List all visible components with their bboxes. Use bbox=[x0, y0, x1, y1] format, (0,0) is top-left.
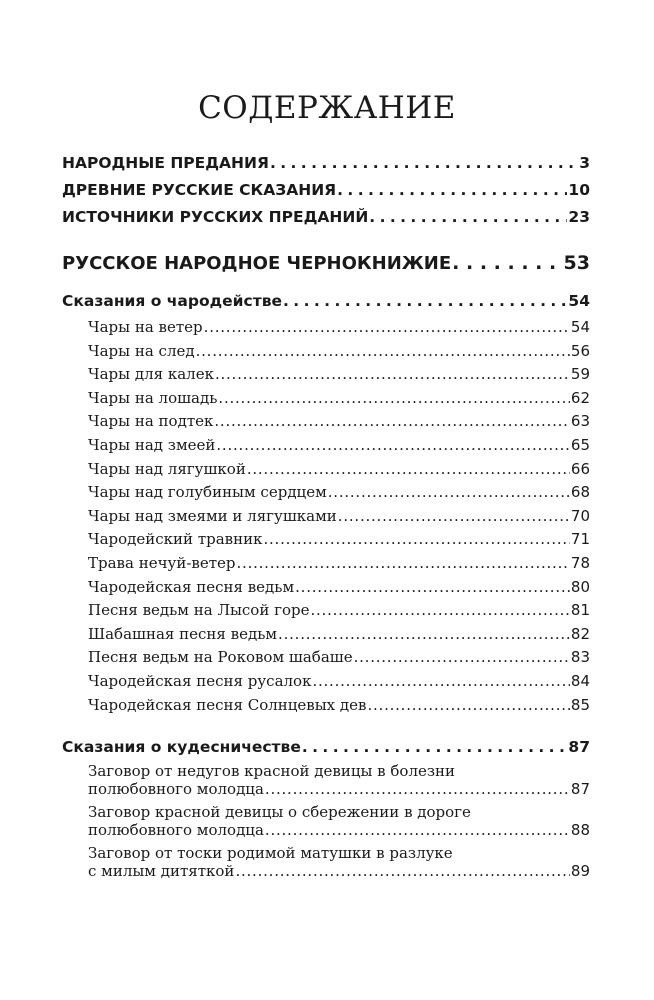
dot-leader bbox=[354, 648, 570, 666]
dot-leader bbox=[310, 601, 569, 619]
toc-subentry-page: 84 bbox=[570, 672, 590, 690]
toc-subentry[interactable] bbox=[88, 342, 590, 360]
dot-leader bbox=[237, 554, 570, 572]
toc-subentry[interactable] bbox=[88, 803, 590, 839]
dot-leader bbox=[312, 672, 569, 690]
toc-entry-page: 10 bbox=[568, 181, 590, 199]
toc-section-title: Сказания о чародействе bbox=[62, 292, 283, 310]
toc-section-entry[interactable] bbox=[62, 292, 590, 310]
toc-subentry-page: 54 bbox=[570, 318, 590, 336]
toc-subentry-title: Чары на след bbox=[88, 341, 195, 360]
toc-subentry-page: 68 bbox=[570, 483, 590, 502]
toc-subentry-title: Песня ведьм на Лысой горе bbox=[88, 601, 310, 620]
toc-subentry-title: Чародейская песня Солнцевых дев bbox=[88, 695, 367, 714]
toc-subentry-title: Чары на ветер bbox=[88, 318, 203, 336]
dot-leader bbox=[214, 412, 570, 430]
toc-subentry-title: Чары на подтек bbox=[88, 412, 214, 431]
toc-subentry[interactable] bbox=[88, 318, 590, 336]
toc-subentry-page: 56 bbox=[570, 341, 590, 360]
dot-leader bbox=[452, 252, 562, 274]
page-title: СОДЕРЖАНИЕ bbox=[198, 90, 456, 126]
toc-subentry-title: Чары над голубиным сердцем bbox=[88, 483, 327, 502]
toc-part-title: РУССКОЕ НАРОДНОЕ ЧЕРНОКНИЖИЕ bbox=[62, 253, 452, 274]
dot-leader bbox=[216, 436, 570, 454]
dot-leader bbox=[367, 696, 569, 714]
toc-subentry-title: Песня ведьм на Роковом шабаше bbox=[88, 648, 353, 667]
toc-subentry[interactable] bbox=[88, 483, 590, 501]
toc-part-entry[interactable] bbox=[62, 252, 590, 274]
toc-subentry-title: Чары для калек bbox=[88, 365, 214, 384]
toc-subentry[interactable] bbox=[88, 530, 590, 548]
dot-leader bbox=[265, 780, 570, 798]
dot-leader bbox=[265, 821, 570, 839]
toc-subentry-page: 81 bbox=[570, 601, 590, 620]
toc-subentry[interactable] bbox=[88, 365, 590, 383]
dot-leader bbox=[337, 181, 567, 199]
toc-subentry[interactable] bbox=[88, 762, 590, 798]
toc-subentry[interactable] bbox=[88, 601, 590, 619]
toc-subentry-page: 83 bbox=[570, 648, 590, 667]
toc-subentry[interactable] bbox=[88, 578, 590, 596]
dot-leader bbox=[302, 738, 568, 756]
dot-leader bbox=[215, 365, 570, 383]
toc-entry-title: НАРОДНЫЕ ПРЕДАНИЯ bbox=[62, 154, 269, 172]
toc-subentry[interactable] bbox=[88, 412, 590, 430]
toc-subentry-title: Чародейская песня русалок bbox=[88, 672, 312, 690]
toc-entry-title: ИСТОЧНИКИ РУССКИХ ПРЕДАНИЙ bbox=[62, 208, 369, 226]
toc-subentry-page: 66 bbox=[570, 459, 590, 478]
toc-subentry-title: Чары над лягушкой bbox=[88, 459, 246, 478]
toc-subentry[interactable] bbox=[88, 672, 590, 690]
toc-subentry-page: 87 bbox=[570, 780, 590, 798]
toc-subentry-title-line1: Заговор красной девицы о сбережении в дороге bbox=[88, 803, 471, 821]
toc-subentry-title-line1: Заговор от тоски родимой матушки в разлуке bbox=[88, 844, 453, 862]
toc-subentry-title-line2: с милым дитяткой bbox=[88, 862, 235, 880]
toc-subentry-page: 89 bbox=[570, 862, 590, 880]
toc-entry-page: 3 bbox=[579, 154, 590, 172]
dot-leader bbox=[369, 208, 567, 226]
toc-subentry-page: 71 bbox=[570, 530, 590, 549]
dot-leader bbox=[263, 530, 569, 548]
toc-subentry-title-line2: полюбовного молодца bbox=[88, 780, 264, 798]
toc-subentry-page: 63 bbox=[570, 412, 590, 431]
toc-subentry-page: 62 bbox=[570, 388, 590, 407]
toc-subentry-title: Чары над змеей bbox=[88, 436, 216, 454]
toc-subentry[interactable] bbox=[88, 507, 590, 525]
toc-entry[interactable] bbox=[62, 181, 590, 199]
toc-entry[interactable] bbox=[62, 154, 590, 172]
toc-subentry-page: 85 bbox=[570, 695, 590, 714]
dot-leader bbox=[270, 154, 578, 172]
toc-entry-page: 23 bbox=[568, 208, 590, 226]
toc-entry-title: ДРЕВНИЕ РУССКИЕ СКАЗАНИЯ bbox=[62, 181, 337, 199]
dot-leader bbox=[328, 483, 570, 501]
dot-leader bbox=[204, 318, 570, 336]
dot-leader bbox=[295, 578, 570, 596]
toc-subentry-title-line2: полюбовного молодца bbox=[88, 821, 264, 839]
toc-entry[interactable] bbox=[62, 208, 590, 226]
dot-leader bbox=[235, 862, 569, 880]
toc-subentry-page: 88 bbox=[570, 821, 590, 839]
toc-section-entry[interactable] bbox=[62, 738, 590, 756]
toc-subentry[interactable] bbox=[88, 648, 590, 666]
toc-subentry[interactable] bbox=[88, 844, 590, 880]
dot-leader bbox=[278, 625, 570, 643]
toc-subentry-title: Шабашная песня ведьм bbox=[88, 624, 278, 643]
toc-subentry-title: Чародейский травник bbox=[88, 530, 263, 549]
toc-subentry[interactable] bbox=[88, 625, 590, 643]
toc-subentry-page: 82 bbox=[570, 624, 590, 643]
toc-subentry-title: Чары над змеями и лягушками bbox=[88, 506, 337, 525]
dot-leader bbox=[338, 507, 570, 525]
dot-leader bbox=[218, 389, 570, 407]
toc-part-page: 53 bbox=[563, 252, 590, 274]
dot-leader bbox=[247, 460, 570, 478]
toc-subentry-page: 78 bbox=[570, 554, 590, 572]
toc-subentry-title-line1: Заговор от недугов красной девицы в болезни bbox=[88, 762, 456, 780]
toc-section-title: Сказания о кудесничестве bbox=[62, 738, 301, 756]
toc-subentry-title: Чародейская песня ведьм bbox=[88, 577, 295, 596]
toc-subentry-page: 65 bbox=[570, 436, 590, 454]
dot-leader bbox=[196, 342, 570, 360]
toc-subentry-page: 59 bbox=[570, 365, 590, 384]
toc-section-page: 54 bbox=[568, 292, 590, 310]
toc-section-page: 87 bbox=[568, 738, 590, 756]
toc-subentry[interactable] bbox=[88, 696, 590, 714]
toc-subentry[interactable] bbox=[88, 389, 590, 407]
toc-subentry[interactable] bbox=[88, 460, 590, 478]
toc-subentry-title: Трава нечуй-ветер bbox=[88, 554, 236, 572]
dot-leader bbox=[283, 292, 567, 310]
toc-subentry-title: Чары на лошадь bbox=[88, 388, 218, 407]
toc-subentry-page: 80 bbox=[570, 577, 590, 596]
toc-subentry[interactable] bbox=[88, 554, 590, 572]
toc-subentry[interactable] bbox=[88, 436, 590, 454]
toc-subentry-page: 70 bbox=[570, 506, 590, 525]
